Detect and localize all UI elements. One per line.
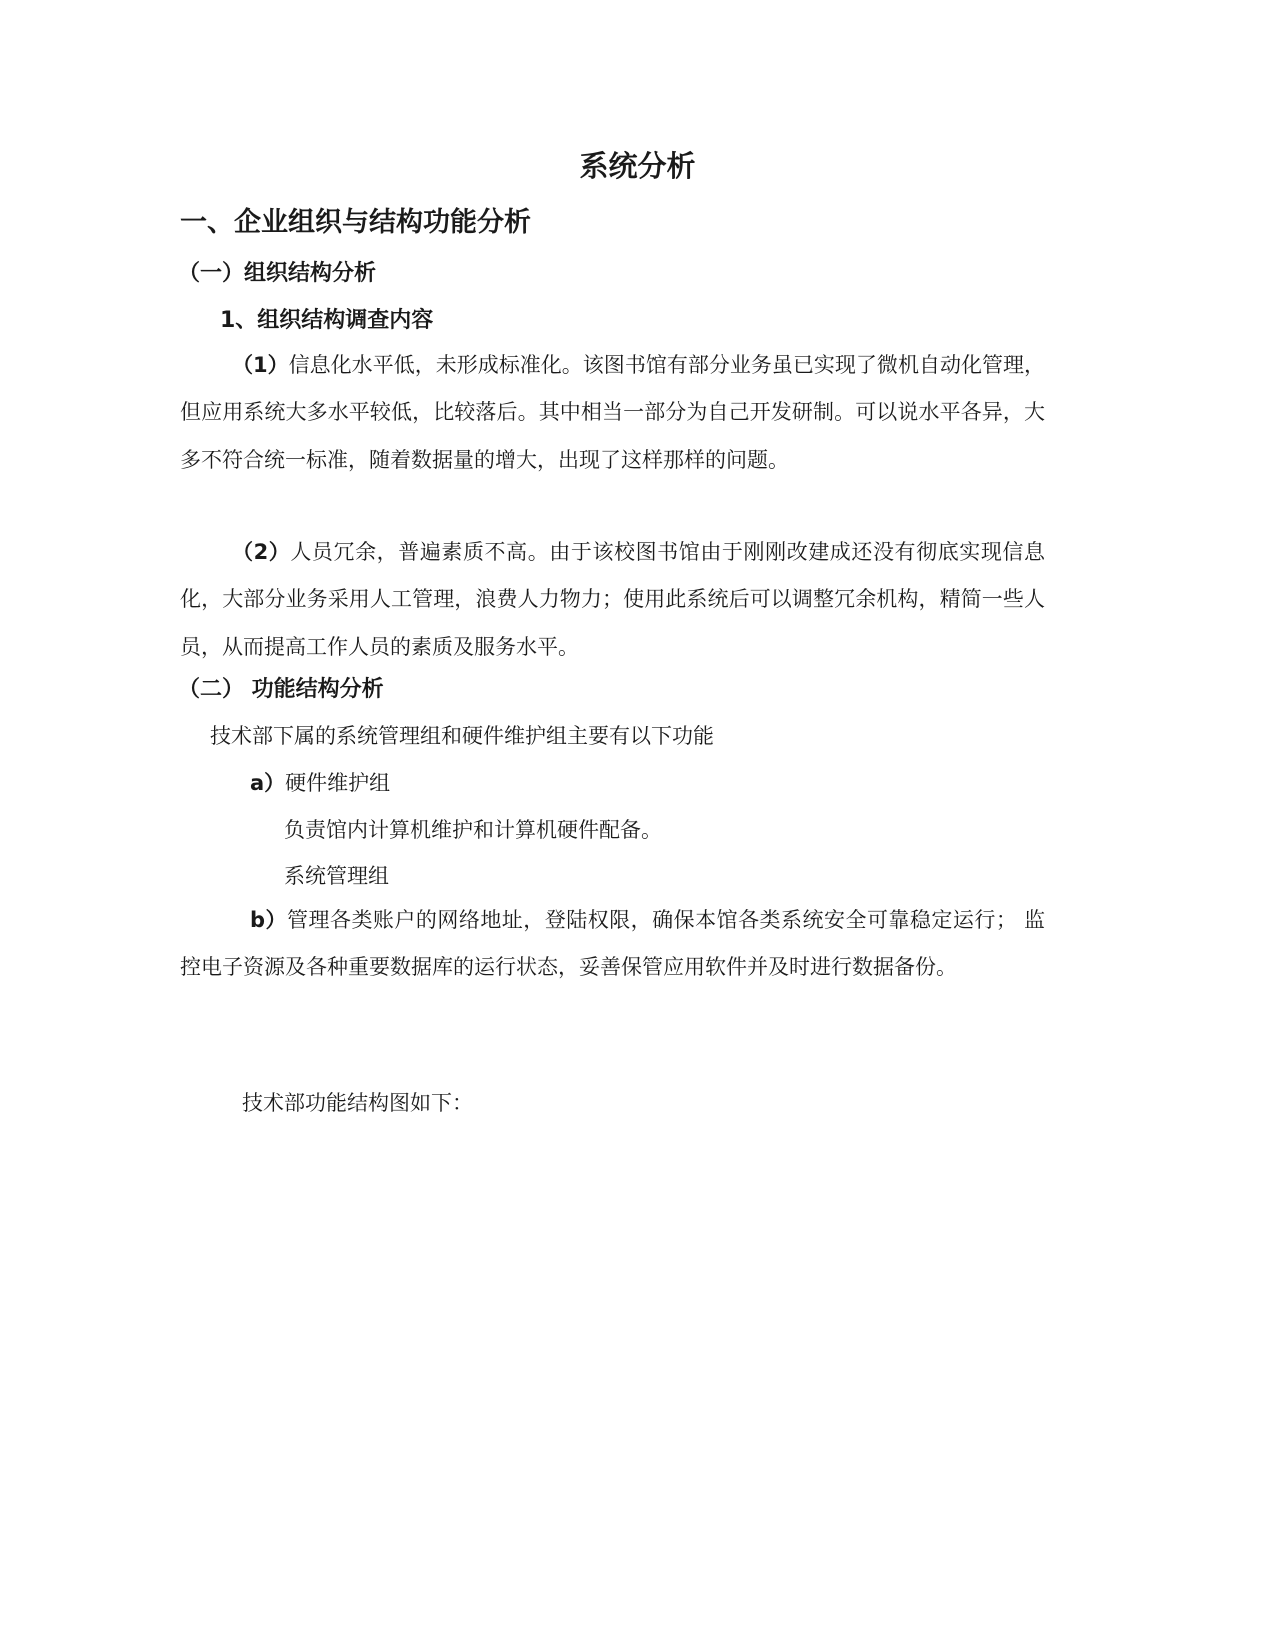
subsection-heading-1: （一）组织结构分析	[178, 261, 377, 286]
diagram-intro: 技术部功能结构图如下：	[242, 1091, 473, 1115]
paragraph-1	[180, 342, 1045, 484]
item-a-description: 负责馆内计算机维护和计算机硬件配备。	[284, 818, 662, 842]
function-intro: 技术部下属的系统管理组和硬件维护组主要有以下功能	[210, 724, 714, 748]
subsection-heading-2: （二） 功能结构分析	[178, 677, 384, 702]
paragraph-2-number: （2）	[232, 540, 291, 564]
paragraph-2	[180, 529, 1045, 671]
item-a-label: 硬件维护组	[285, 771, 391, 795]
item-b-marker: b）	[250, 908, 287, 932]
section-heading-1: 一、企业组织与结构功能分析	[180, 207, 531, 238]
paragraph-1-number: （1）	[232, 353, 289, 377]
item-b	[180, 897, 1045, 992]
paragraph-2-text: 人员冗余，普遍素质不高。由于该校图书馆由于刚刚改建成还没有彻底实现信息化，大部分业务采用人工管理，浪费人力物力；使用此系统后可以调整冗余机构，精简一些人员，从而提高工作人员的素质及服务水平。	[180, 540, 1045, 659]
item-heading-1: 1、组织结构调查内容	[220, 308, 434, 333]
page-title: 系统分析	[579, 149, 696, 183]
item-a	[250, 767, 390, 799]
system-admin-group-label: 系统管理组	[284, 864, 389, 888]
item-b-text: 管理各类账户的网络地址，登陆权限，确保本馆各类系统安全可靠稳定运行； 监控电子资源及各种重要数据库的运行状态，妥善保管应用软件并及时进行数据备份。	[180, 908, 1045, 980]
paragraph-1-text: 信息化水平低，未形成标准化。该图书馆有部分业务虽已实现了微机自动化管理，但应用系统大多水平较低，比较落后。其中相当一部分为自己开发研制。可以说水平各异，大多不符合统一标准，随着数据量的增大，出现了这样那样的问题。	[180, 353, 1045, 472]
item-a-marker: a）	[250, 771, 286, 795]
